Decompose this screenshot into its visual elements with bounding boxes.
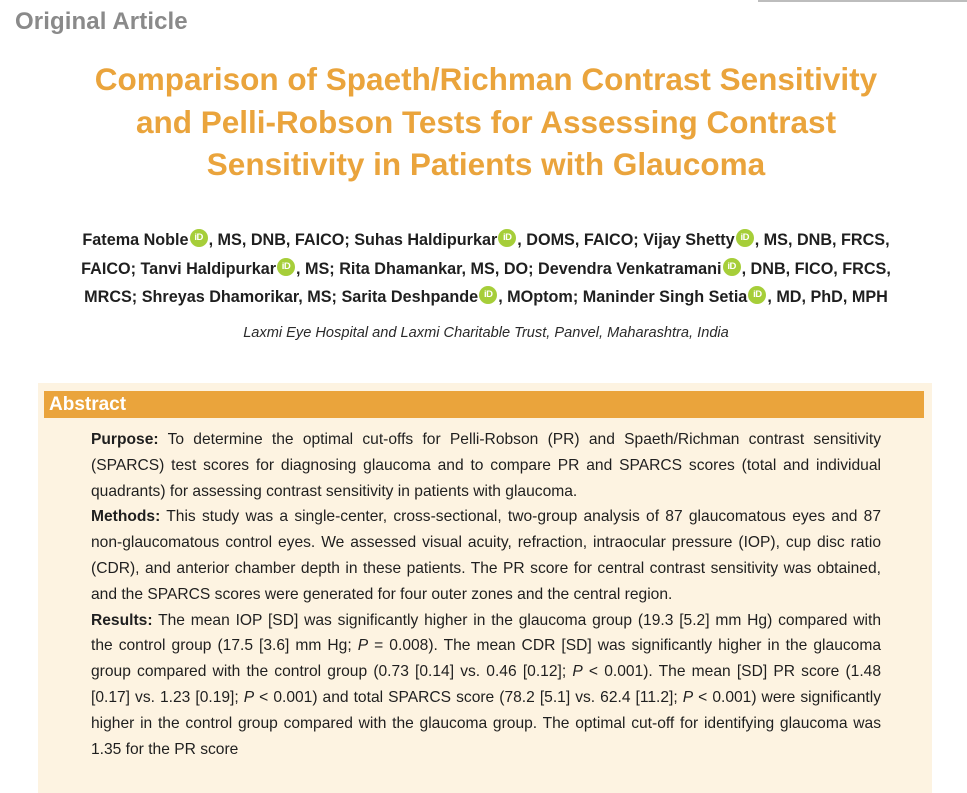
title-line-3: Sensitivity in Patients with Glaucoma [206, 146, 766, 182]
author-degrees: , DOMS, FAICO; [517, 231, 644, 249]
abstract-body [91, 427, 881, 762]
author-name: Devendra Venkatramani [538, 259, 722, 278]
results-text: The mean IOP [SD] was significantly higher in the glaucoma group (19.3 [5.2] mm Hg) compared with the control group (17.5 [3.6] mm Hg; [91, 611, 881, 655]
purpose-label: Purpose: [91, 431, 159, 448]
p-value-symbol: P [682, 688, 694, 706]
author-name: Sarita Deshpande [341, 288, 479, 306]
author-name: Rita Dhamankar, MS, DO; [339, 259, 538, 278]
author-name: Fatema Noble [82, 231, 189, 249]
orcid-icon[interactable]: iD [479, 286, 497, 304]
results-text: = 0.008). The mean CDR [SD] was significantly higher in the glaucoma group compared with the control group (0.73 [0.14] vs. 0.46 [0.12]; [91, 637, 881, 681]
abstract-header [44, 391, 924, 418]
title-line-1: Comparison of Spaeth/Richman Contrast Sensitivity [94, 61, 878, 97]
p-value-symbol: P [572, 663, 583, 681]
author-degrees: , MOptom; [498, 288, 583, 306]
article-type-label: Original Article [15, 8, 188, 35]
orcid-icon[interactable]: iD [190, 229, 208, 247]
results-label: Results: [91, 611, 153, 629]
results-text: < 0.001) and total SPARCS score (78.2 [5.1] vs. 62.4 [11.2]; [254, 688, 683, 706]
author-degrees: , MS; [296, 259, 340, 278]
abstract-box [38, 383, 932, 793]
article-title [20, 58, 952, 186]
results-text: < 0.001). The mean [SD] PR score (1.48 [0.17] vs. 1.23 [0.19]; [91, 663, 881, 706]
title-line-2: and Pelli-Robson Tests for Assessing Contrast [135, 103, 837, 140]
author-degrees: , MD, PhD, MPH [767, 288, 888, 306]
author-name: Shreyas Dhamorikar, MS; [141, 288, 342, 306]
author-degrees: , MS, DNB, FAICO; [208, 231, 355, 249]
author-name: Vijay Shetty [643, 231, 735, 249]
purpose-text: To determine the optimal cut-offs for Pelli-Robson (PR) and Spaeth/Richman contrast sensitivity (SPARCS) test scores for diagnosing glaucoma and to compare PR and SPARCS scores (total and individual quadrants) for assessing contrast sensitivity in patients with glaucoma. [91, 431, 881, 500]
orcid-icon[interactable]: iD [498, 229, 516, 247]
author-degrees: FAICO; [81, 259, 141, 278]
author-name: Maninder Singh Setia [582, 288, 748, 306]
author-list [20, 226, 952, 312]
affiliation: Laxmi Eye Hospital and Laxmi Charitable Trust, Panvel, Maharashtra, India [243, 325, 729, 341]
abstract-heading: Abstract [49, 394, 127, 415]
abstract-methods [91, 504, 881, 607]
author-degrees: MRCS; [84, 288, 142, 306]
methods-text: This study was a single-center, cross-sectional, two-group analysis of 87 glaucomatous eyes and 87 non-glaucomatous control eyes. We assessed visual acuity, refraction, intraocular pressure (IOP), cup disc ratio (CDR), and anterior chamber depth in these patients. The PR score for central contrast sensitivity was obtained, and the SPARCS scores were generated for four outer zones and the central region. [91, 508, 881, 603]
author-line-1 [20, 226, 952, 255]
author-degrees: , MS, DNB, FRCS, [754, 231, 890, 249]
orcid-icon[interactable]: iD [736, 229, 754, 247]
author-degrees: , DNB, FICO, FRCS, [741, 259, 891, 278]
abstract-purpose [91, 427, 881, 504]
orcid-icon[interactable]: iD [723, 258, 741, 276]
author-name: Suhas Haldipurkar [354, 231, 498, 249]
results-text: < 0.001) were significantly higher in the control group compared with the glaucoma group. The optimal cut-off for identifying glaucoma was 1.35 for the PR score [91, 688, 881, 758]
abstract-results [91, 608, 881, 763]
author-name: Tanvi Haldipurkar [140, 259, 277, 278]
orcid-icon[interactable]: iD [748, 286, 766, 304]
p-value-symbol: P [243, 688, 255, 706]
p-value-symbol: P [357, 637, 369, 655]
author-line-2 [20, 255, 952, 284]
author-line-3 [20, 283, 952, 312]
top-rule [758, 0, 967, 2]
methods-label: Methods: [91, 508, 161, 526]
orcid-icon[interactable]: iD [277, 258, 295, 276]
